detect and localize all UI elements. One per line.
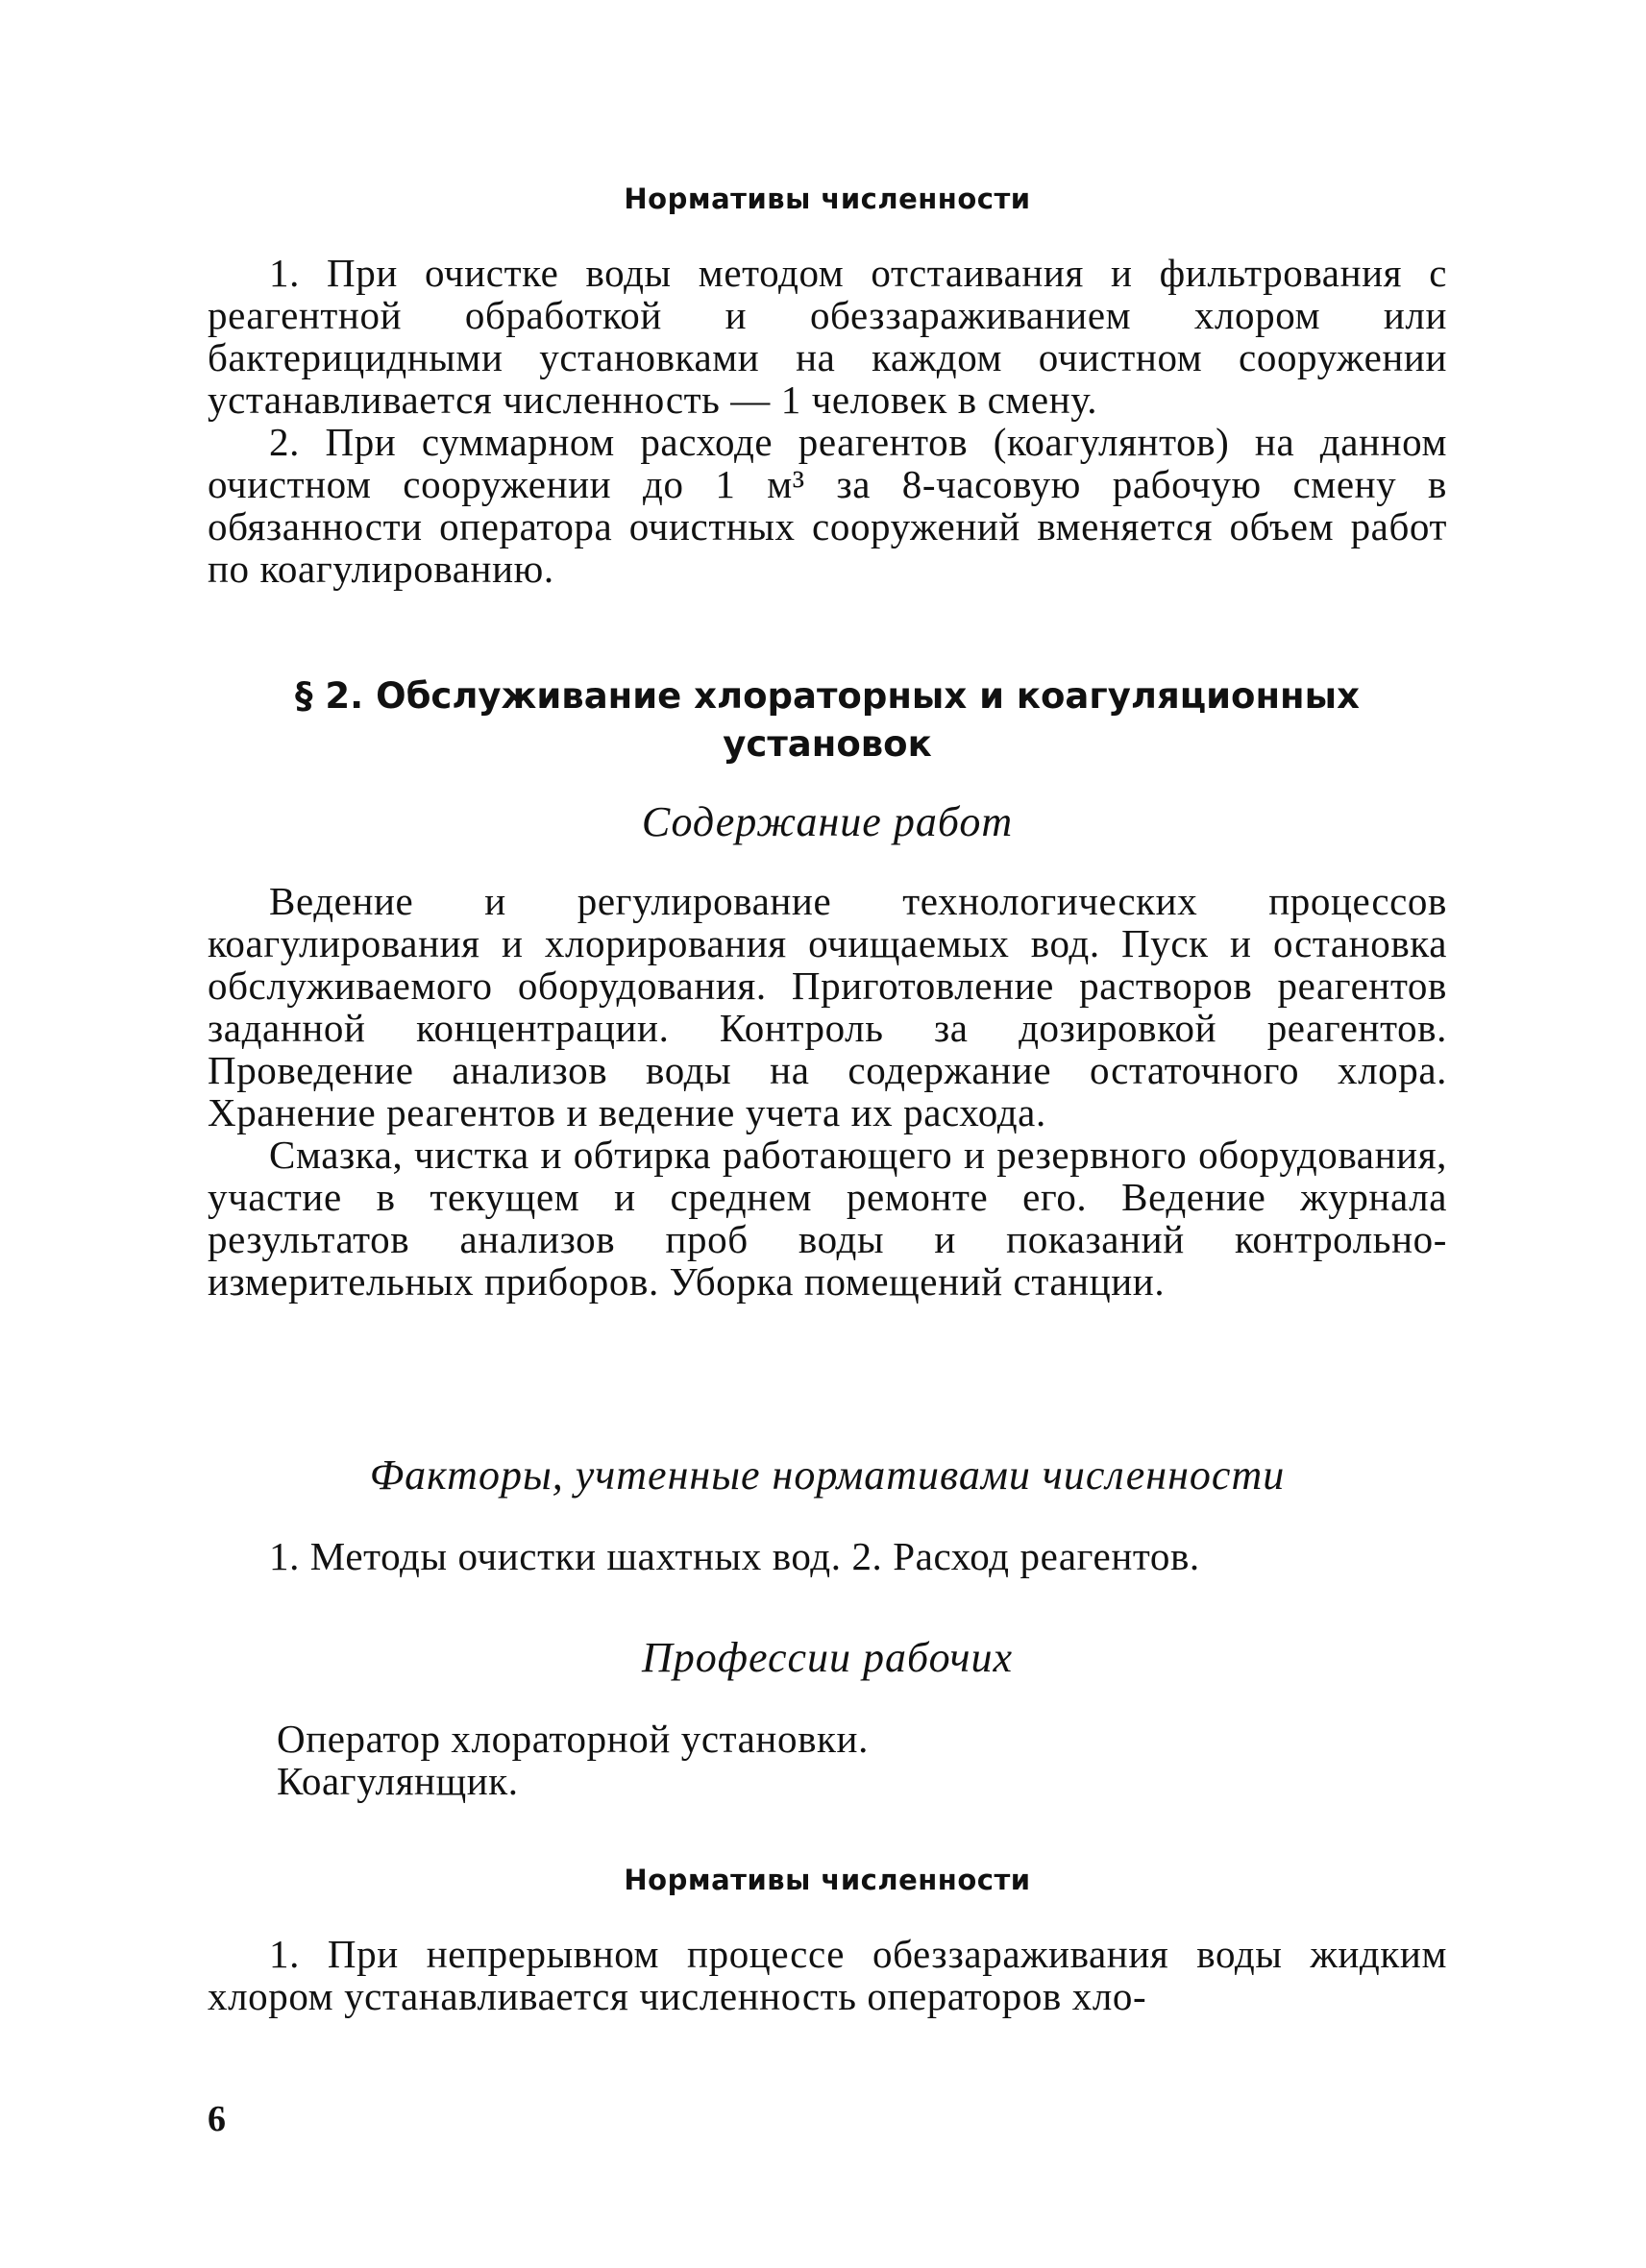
work-content-body — [208, 880, 1447, 1303]
professions-list — [208, 1718, 1447, 1802]
profession-item-2: Коагулянщик. — [277, 1759, 519, 1803]
work-content-paragraph-1: Ведение и регулирование технологических процессов коагулирования и хлорирования очищаемых вод. Пуск и остановка обслуживаемого оборудования. Приготовление растворов реагентов заданной концентрации. Контроль за дозировкой реагентов. Проведение анализов воды на содержание остаточного хлора. Хранение реагентов и ведение учета их расхода. — [208, 879, 1447, 1134]
work-content-paragraph-2: Смазка, чистка и обтирка работающего и резервного оборудования, участие в текущем и среднем ремонте его. Ведение журнала результатов анализов проб воды и показаний контрольно-измерительных приборов. Уборка помещений станции. — [208, 1133, 1447, 1304]
factors-text: 1. Методы очистки шахтных вод. 2. Расход реагентов. — [269, 1534, 1200, 1578]
norms-item-2: 2. При суммарном расходе реагентов (коагулянтов) на данном очистном сооружении до 1 м³ за 8-часовую рабочую смену в обязанности оператора очистных сооружений вменяется объем работ по коагулированию. — [208, 420, 1447, 591]
profession-item-1: Оператор хлораторной установки. — [277, 1717, 869, 1761]
work-content-heading: Содержание работ — [641, 798, 1014, 845]
norms-heading-1: Нормативы численности — [624, 183, 1031, 215]
professions-heading: Профессии рабочих — [642, 1634, 1013, 1681]
norms-list-1 — [208, 252, 1447, 590]
norms-list-2 — [208, 1933, 1447, 2017]
factors-heading: Факторы, учтенные нормативами численности — [369, 1451, 1286, 1499]
factors-body — [208, 1535, 1447, 1577]
section-title-line2: установок — [723, 723, 932, 765]
norms-item-continuation: 1. При непрерывном процессе обеззараживания воды жидким хлором устанавливается численность операторов хло- — [208, 1932, 1447, 2018]
norms-heading-2: Нормативы численности — [624, 1864, 1031, 1896]
norms-item-1: 1. При очистке воды методом отстаивания и фильтрования с реагентной обработкой и обеззараживанием хлором или бактерицидными установками на каждом очистном сооружении устанавливается численность — 1 человек в смену. — [208, 251, 1447, 422]
section-title — [208, 672, 1447, 768]
page-number: 6 — [208, 2099, 226, 2139]
section-title-line1: § 2. Обслуживание хлораторных и коагуляционных — [295, 675, 1360, 717]
